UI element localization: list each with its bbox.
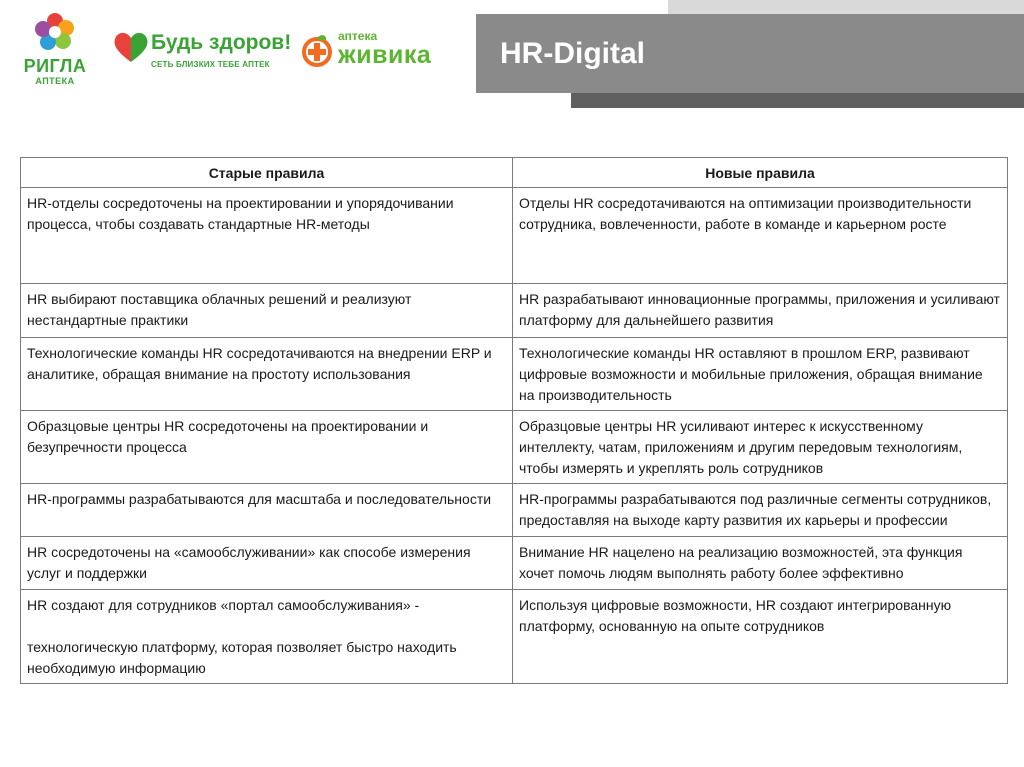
column-header-old-rules: Старые правила bbox=[21, 158, 513, 188]
bud-zdorov-logo bbox=[113, 28, 292, 74]
rules-comparison-table bbox=[20, 157, 1008, 684]
rigla-logo bbox=[22, 12, 88, 88]
old-rule-text: Технологические команды HR сосредотачиваются на внедрении ERP и аналитике, обращая внимание на простоту использования bbox=[27, 345, 492, 382]
zhivika-cross-icon bbox=[302, 34, 332, 70]
new-rule-text: HR разрабатывают инновационные программы, приложения и усиливают платформу для дальнейшего развития bbox=[519, 291, 1000, 328]
old-rule-text: HR выбирают поставщика облачных решений и реализуют нестандартные практики bbox=[27, 291, 412, 328]
old-rule-text-continued: технологическую платформу, которая позволяет быстро находить необходимую информацию bbox=[27, 639, 457, 676]
new-rule-text: Используя цифровые возможности, HR создают интегрированную платформу, основанную на опыте сотрудников bbox=[519, 597, 952, 634]
heart-icon bbox=[113, 30, 149, 64]
old-rule-text: Образцовые центры HR сосредоточены на проектировании и безупречности процесса bbox=[27, 418, 429, 455]
new-rule-cell bbox=[513, 284, 1008, 338]
zhivika-logo-pre: аптека bbox=[338, 29, 378, 43]
old-rule-text: HR сосредоточены на «самообслуживании» как способе измерения услуг и поддержки bbox=[27, 544, 471, 581]
old-rule-cell bbox=[21, 537, 513, 590]
bud-zdorov-logo-sub: СЕТЬ БЛИЗКИХ ТЕБЕ АПТЕК bbox=[151, 60, 270, 69]
old-rule-cell bbox=[21, 338, 513, 411]
table-row bbox=[21, 537, 1008, 590]
table-row bbox=[21, 590, 1008, 684]
old-rule-text: HR-отделы сосредоточены на проектировании и упорядочивании процесса, чтобы создавать стандартные HR-методы bbox=[27, 195, 454, 232]
old-rule-cell bbox=[21, 484, 513, 537]
rigla-logo-sub: АПТЕКА bbox=[35, 76, 75, 86]
old-rule-cell bbox=[21, 284, 513, 338]
new-rule-text: HR-программы разрабатываются под различные сегменты сотрудников, предоставляя на выходе карту развития их карьеры и профессии bbox=[519, 491, 992, 528]
new-rule-text: Технологические команды HR оставляют в прошлом ERP, развивают цифровые возможности и мобильные приложения, обращая внимание на производительность bbox=[519, 345, 983, 403]
new-rule-cell bbox=[513, 338, 1008, 411]
new-rule-text: Отделы HR сосредотачиваются на оптимизации производительности сотрудника, вовлеченности, работе в команде и карьерном росте bbox=[519, 195, 972, 232]
zhivika-logo bbox=[302, 26, 452, 74]
new-rule-text: Образцовые центры HR усиливают интерес к искусственному интеллекту, чатам, приложениям и другим передовым технологиям, чтобы измерять и укреплять роль сотрудников bbox=[519, 418, 963, 476]
new-rule-text: Внимание HR нацелено на реализацию возможностей, эта функция хочет помочь людям выполнять работу более эффективно bbox=[519, 544, 963, 581]
title-bar-underline bbox=[571, 93, 1024, 108]
rigla-logo-name: РИГЛА bbox=[23, 56, 87, 76]
new-rule-cell bbox=[513, 537, 1008, 590]
new-rule-cell bbox=[513, 484, 1008, 537]
page-title: HR-Digital bbox=[500, 37, 645, 70]
table-row bbox=[21, 484, 1008, 537]
table-header-row bbox=[21, 158, 1008, 188]
old-rule-cell bbox=[21, 590, 513, 684]
table-row bbox=[21, 411, 1008, 484]
zhivika-logo-name: живика bbox=[338, 41, 432, 69]
new-rule-cell bbox=[513, 590, 1008, 684]
new-rule-cell bbox=[513, 411, 1008, 484]
rigla-flower-icon bbox=[22, 12, 88, 56]
column-header-new-rules: Новые правила bbox=[513, 158, 1008, 188]
table-row bbox=[21, 338, 1008, 411]
new-rule-cell bbox=[513, 188, 1008, 284]
old-rule-text: HR создают для сотрудников «портал самообслуживания» - bbox=[27, 597, 420, 613]
title-bar-top-strip bbox=[668, 0, 1024, 14]
old-rule-cell bbox=[21, 188, 513, 284]
table-row bbox=[21, 284, 1008, 338]
old-rule-cell bbox=[21, 411, 513, 484]
bud-zdorov-logo-name: Будь здоров! bbox=[151, 31, 292, 54]
table-row bbox=[21, 188, 1008, 284]
old-rule-text: HR-программы разрабатываются для масштаба и последовательности bbox=[27, 491, 492, 507]
